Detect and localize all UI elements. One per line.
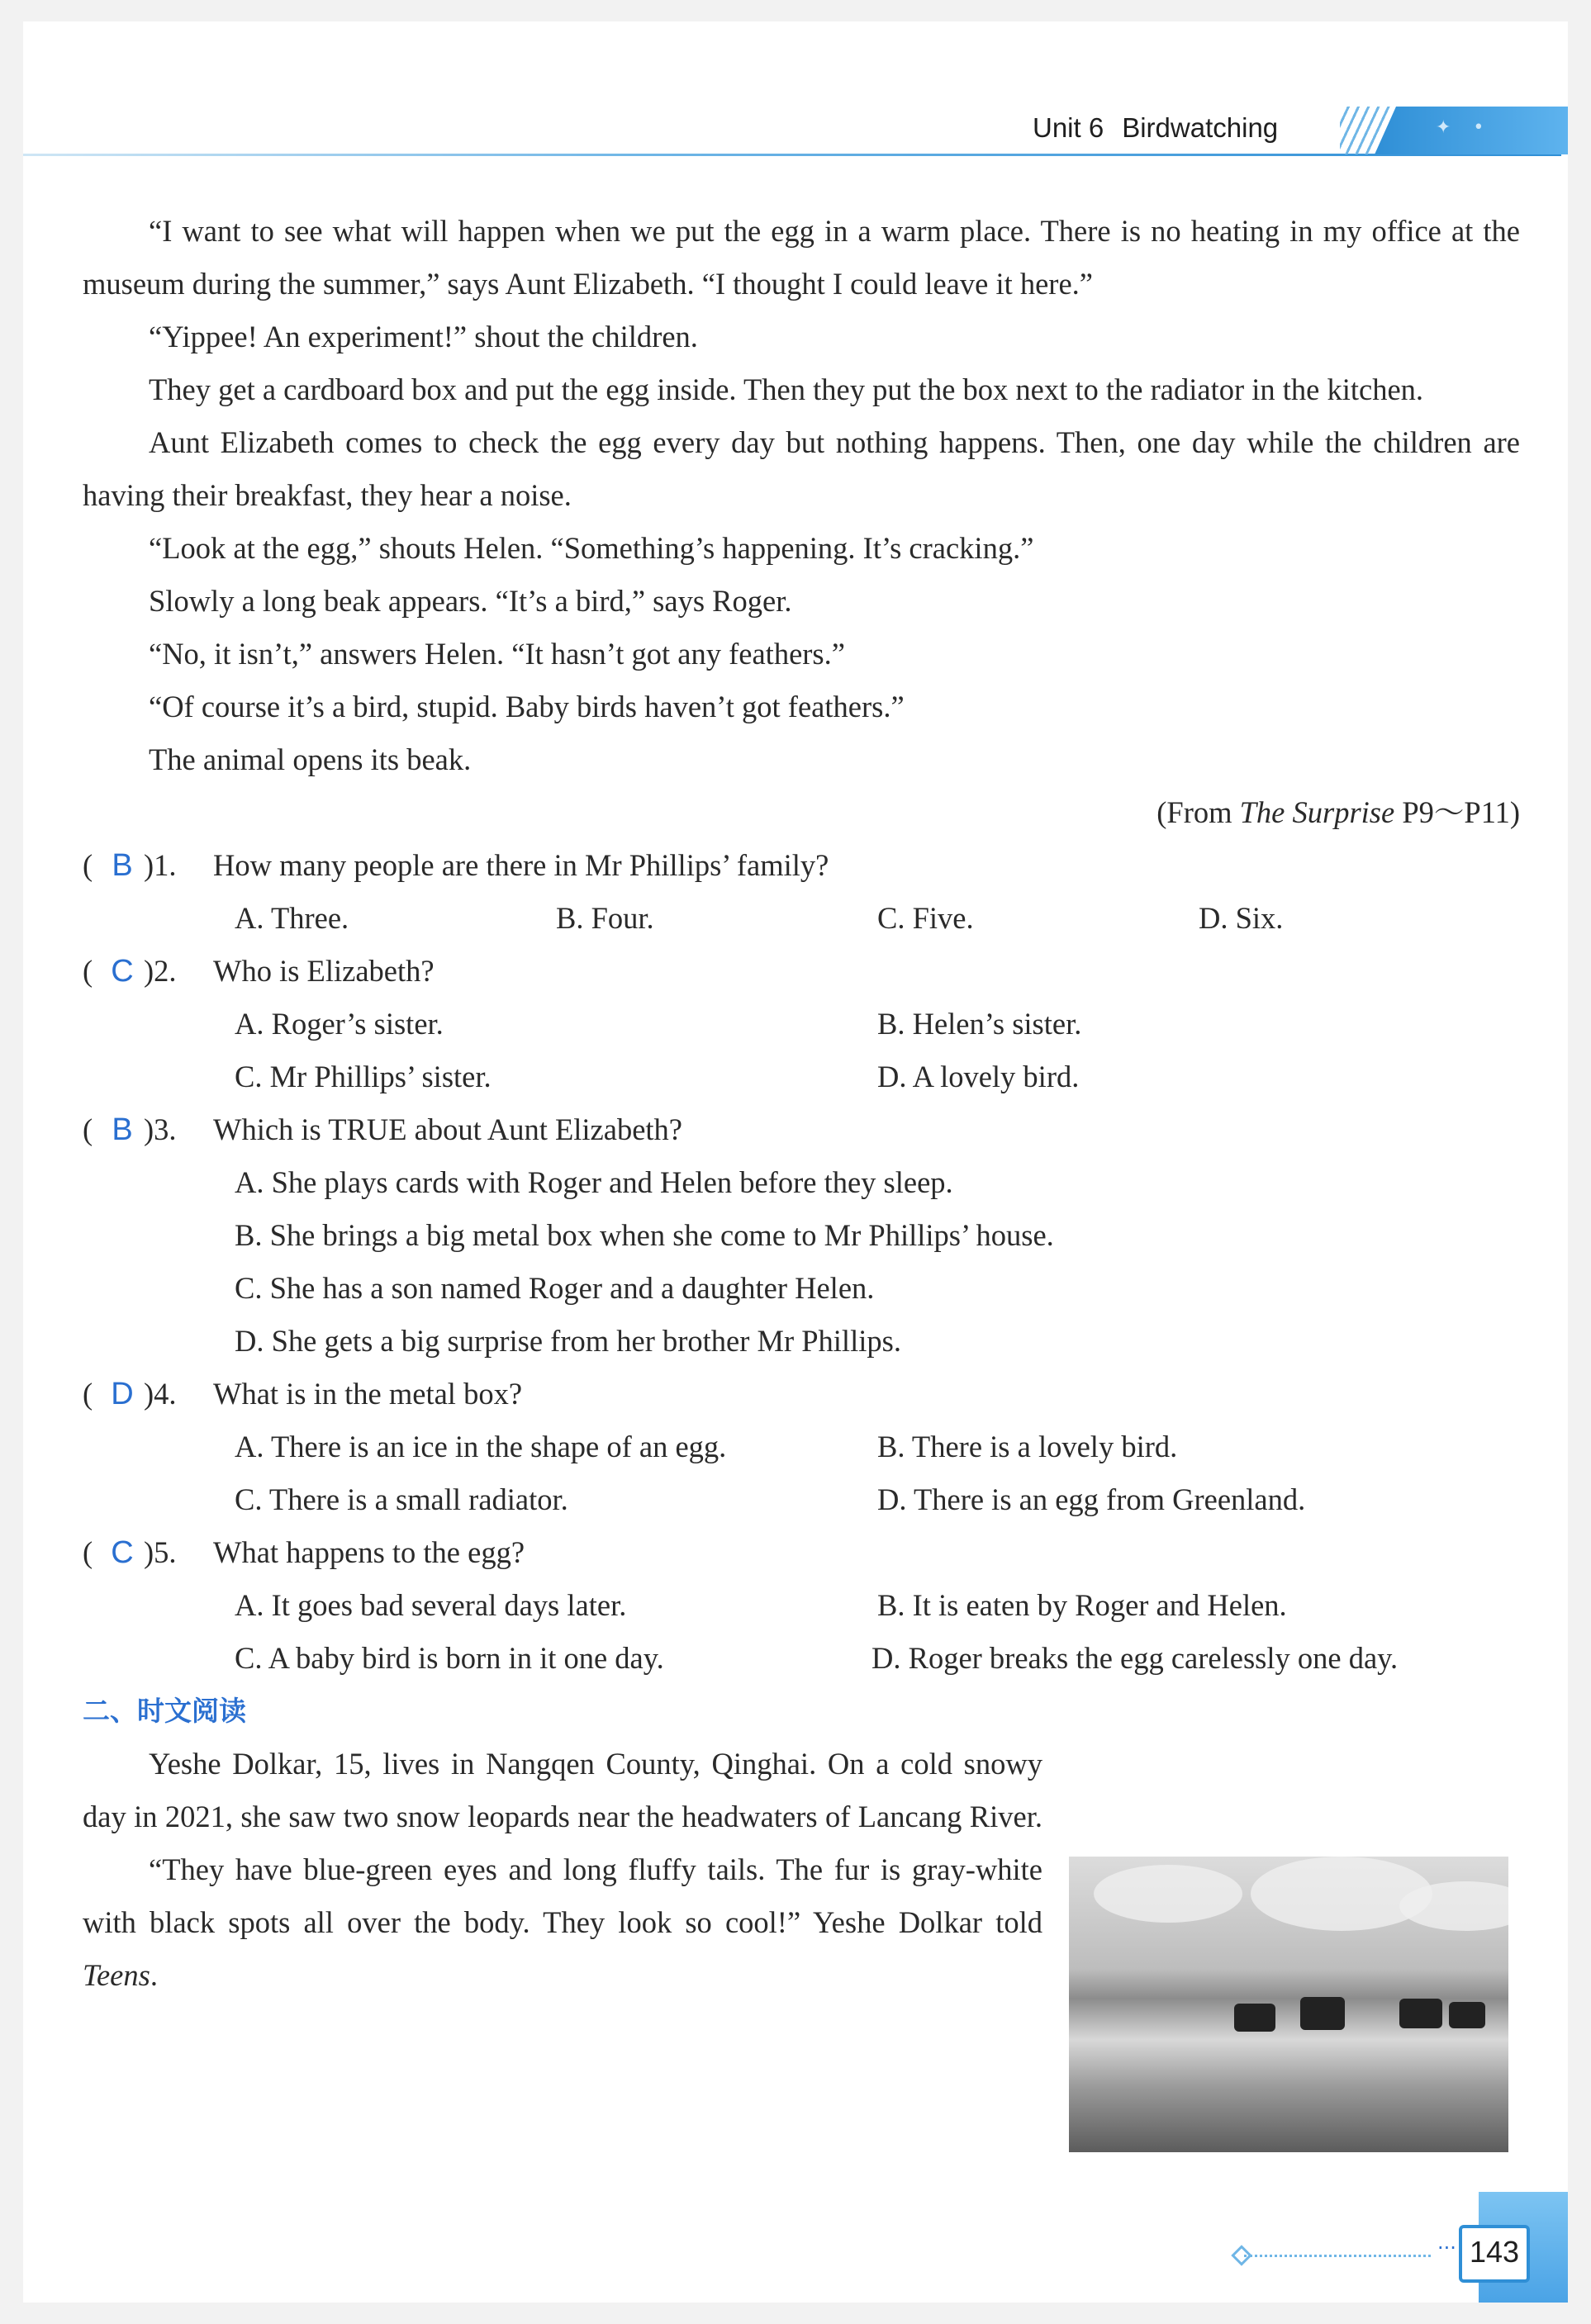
option: B. There is a lovely bird. [877,1430,1178,1463]
reading-paragraph: “They have blue-green eyes and long fluffy tails. The fur is gray-white with black spots all over the body. They look so cool!” Yeshe Dolkar told Teens. [83,1852,1042,1992]
answer-mark: C [111,1535,134,1570]
answer-mark: B [112,848,133,883]
question-1: ( B )1. How many people are there in Mr Phillips’ family? [83,839,1520,892]
option: B. Helen’s sister. [877,1007,1082,1041]
source-citation: (From The Surprise P9～P11) [1156,795,1520,829]
question-2: ( C )2. Who is Elizabeth? [83,945,1520,998]
option: A. Three. [235,901,349,935]
question-text: Who is Elizabeth? [213,954,435,988]
option: C. A baby bird is born in it one day. [235,1641,664,1675]
option: B. It is eaten by Roger and Helen. [877,1588,1287,1622]
options-5 [235,1579,1520,1632]
option: D. A lovely bird. [877,1060,1080,1093]
story-paragraph: “Of course it’s a bird, stupid. Baby birds haven’t got feathers.” [149,690,905,723]
unit-label: Unit 6 [1033,112,1104,143]
answer-mark: C [111,954,134,989]
option: A. It goes bad several days later. [235,1588,627,1622]
option: D. Six. [1199,901,1284,935]
header-title [1033,112,1278,154]
header-rule [23,154,1561,156]
options-3c [235,1262,1520,1315]
option: C. There is a small radiator. [235,1482,568,1516]
option: C. Mr Phillips’ sister. [235,1060,492,1093]
question-3: ( B )3. Which is TRUE about Aunt Elizabeth? [83,1103,1520,1156]
options-4b [235,1473,1520,1526]
story-paragraph: “Yippee! An experiment!” shout the children. [149,320,698,353]
options-4 [235,1420,1520,1473]
options-2b [235,1051,1520,1103]
textbook-page [23,21,1568,2303]
reading-paragraph: Yeshe Dolkar, 15, lives in Nangqen County, Qinghai. On a cold snowy day in 2021, she saw two snow leopards near the headwaters of Lancang River. [83,1747,1042,1833]
story-paragraph: “I want to see what will happen when we put the egg in a warm place. There is no heating in my office at the museum during the summer,” says Aunt Elizabeth. “I thought I could leave it here.” [83,214,1520,301]
option: D. There is an egg from Greenland. [877,1482,1306,1516]
option: A. She plays cards with Roger and Helen before they sleep. [235,1165,953,1199]
unit-title: Birdwatching [1122,112,1279,143]
options-5b [235,1632,1520,1685]
header-sparkle-icon: ✦ • [1436,117,1493,138]
story-paragraph: “Look at the egg,” shouts Helen. “Something’s happening. It’s cracking.” [149,531,1034,565]
question-text: How many people are there in Mr Phillips’ family? [213,848,829,882]
option: D. She gets a big surprise from her brother Mr Phillips. [235,1324,901,1358]
options-3d [235,1315,1520,1368]
page-content [83,205,1520,2002]
option: D. Roger breaks the egg carelessly one day. [871,1641,1399,1675]
section-heading: 二、时文阅读 [83,1695,246,1727]
answer-mark: B [112,1112,133,1147]
options-3a [235,1156,1520,1209]
story-paragraph: Slowly a long beak appears. “It’s a bird,” says Roger. [149,584,792,618]
question-text: What is in the metal box? [213,1377,523,1411]
option: B. Four. [556,901,654,935]
page-number: 143 [1459,2225,1530,2283]
option: B. She brings a big metal box when she come to Mr Phillips’ house. [235,1218,1054,1252]
question-text: Which is TRUE about Aunt Elizabeth? [213,1112,682,1146]
options-1 [235,892,1520,945]
story-paragraph: The animal opens its beak. [149,742,472,776]
option: A. Roger’s sister. [235,1007,444,1041]
story-paragraph: They get a cardboard box and put the egg inside. Then they put the box next to the radiator in the kitchen. [149,372,1424,406]
footer-ellipsis: ··· [1437,2236,1456,2260]
question-5: ( C )5. What happens to the egg? [83,1526,1520,1579]
footer-dotted-rule [1244,2255,1431,2257]
question-4: ( D )4. What is in the metal box? [83,1368,1520,1420]
options-2 [235,998,1520,1051]
option: A. There is an ice in the shape of an egg. [235,1430,727,1463]
answer-mark: D [111,1377,134,1411]
question-text: What happens to the egg? [213,1535,525,1569]
option: C. Five. [877,901,974,935]
options-3b [235,1209,1520,1262]
source-book-title: The Surprise [1239,795,1395,829]
story-paragraph: Aunt Elizabeth comes to check the egg every day but nothing happens. Then, one day while the children are having their breakfast, they hear a noise. [83,425,1520,512]
riders-photo [1069,1857,1508,2152]
magazine-title: Teens [83,1958,150,1992]
story-paragraph: “No, it isn’t,” answers Helen. “It hasn’t got any feathers.” [149,637,845,671]
option: C. She has a son named Roger and a daughter Helen. [235,1271,875,1305]
